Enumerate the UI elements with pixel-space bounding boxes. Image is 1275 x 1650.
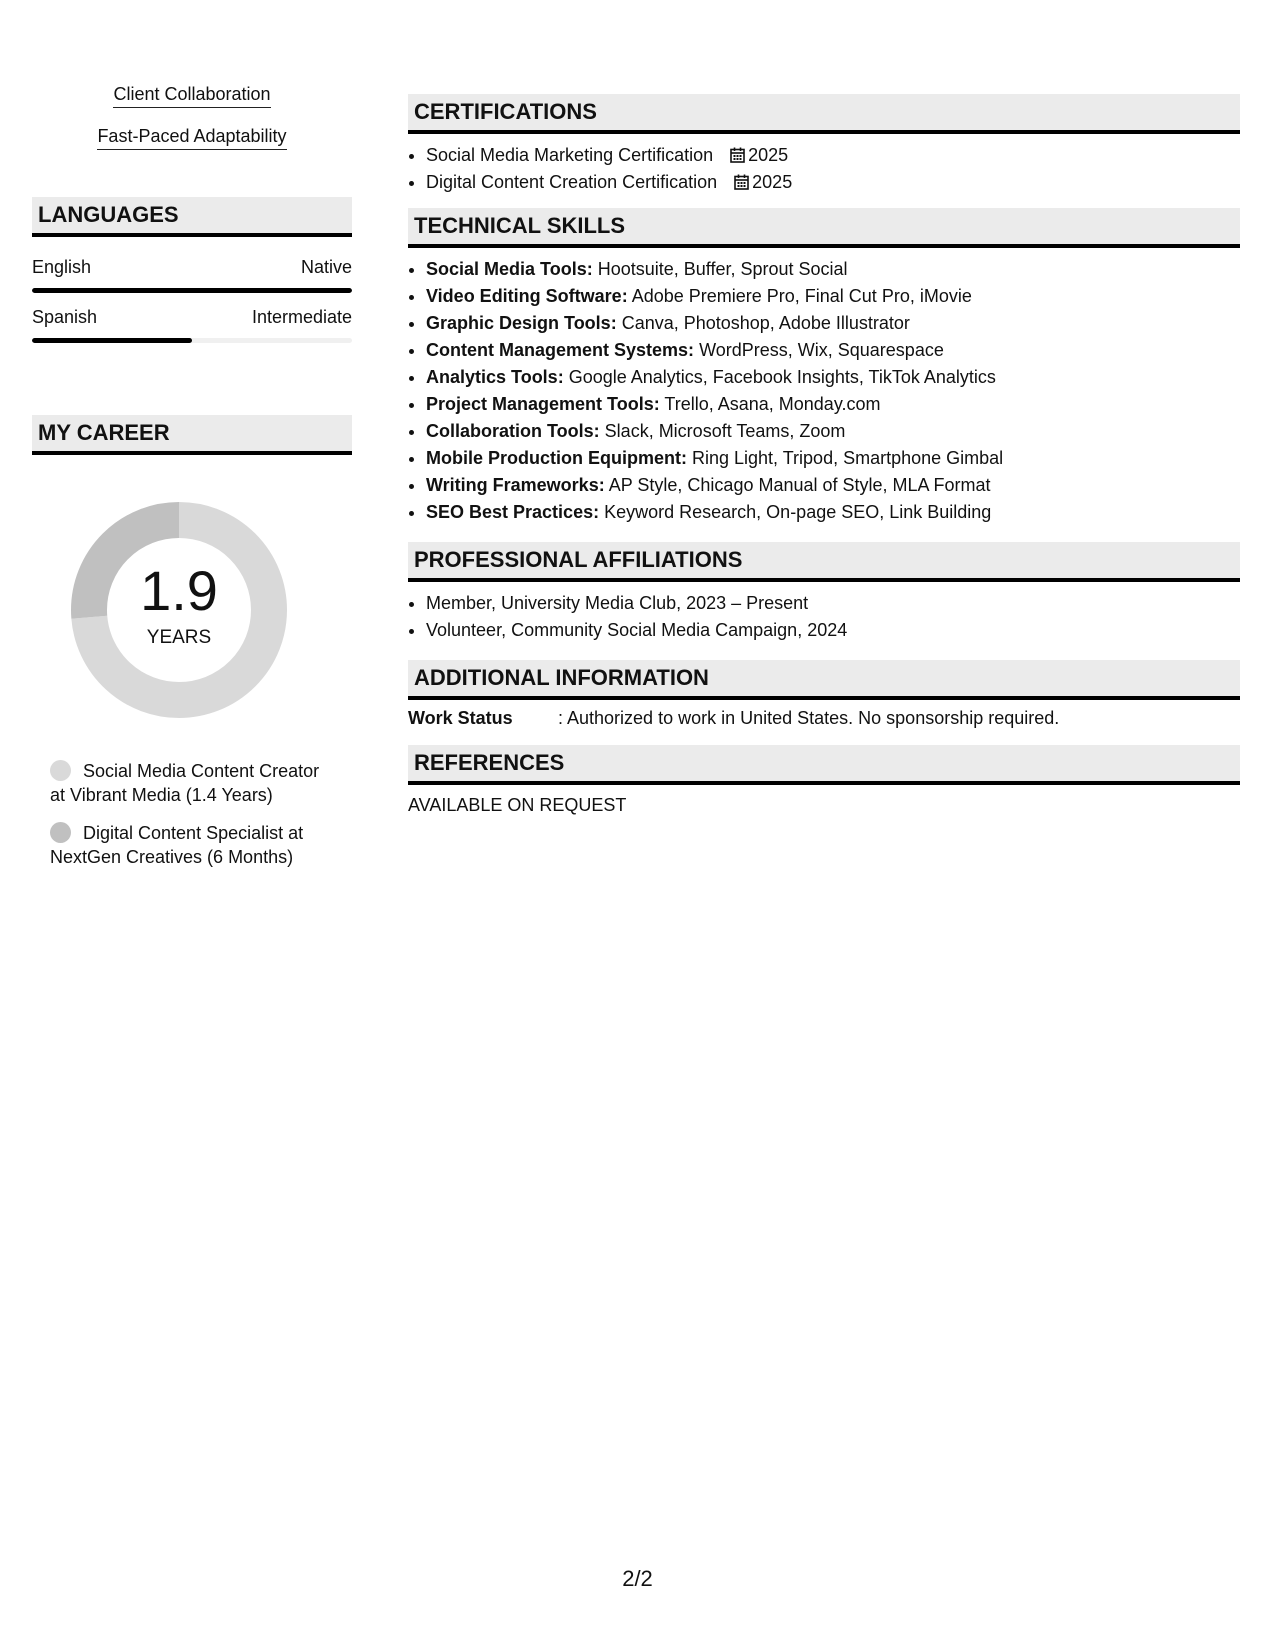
technical-skill-item: [426, 364, 1240, 391]
right-column: [408, 94, 1240, 816]
language-bar-track: [32, 288, 352, 293]
affiliations-list: [408, 590, 1240, 644]
career-donut-chart: [64, 495, 294, 725]
technical-skills-list: [408, 256, 1240, 526]
languages-heading: LANGUAGES: [32, 197, 352, 237]
technical-skill-item: [426, 499, 1240, 526]
career-heading: MY CAREER: [32, 415, 352, 455]
technical-skill-item: [426, 283, 1240, 310]
certifications-heading: CERTIFICATIONS: [408, 94, 1240, 134]
affiliation-item: • Volunteer, Community Social Media Campaign, 2024: [426, 617, 1240, 644]
career-legend-item: [50, 759, 320, 807]
technical-skill-label: Graphic Design Tools:: [426, 313, 617, 333]
technical-skill-value: Hootsuite, Buffer, Sprout Social: [597, 259, 848, 279]
career-total-value: 1.9: [140, 559, 218, 622]
page-number: 2/2: [622, 1566, 653, 1591]
work-status-value: : Authorized to work in United States. No sponsorship required.: [558, 708, 1060, 728]
technical-skill-label: Project Management Tools:: [426, 394, 660, 414]
language-name: English: [32, 257, 92, 277]
technical-skill-value: Keyword Research, On-page SEO, Link Building: [604, 502, 992, 522]
technical-skill-value: Canva, Photoshop, Adobe Illustrator: [621, 313, 910, 333]
certifications-list: [408, 142, 1240, 196]
skill-tag-row: [32, 126, 352, 168]
technical-skill-label: Writing Frameworks:: [426, 475, 605, 495]
career-total-unit: YEARS: [146, 627, 212, 648]
language-bar-track: [32, 338, 352, 343]
technical-skill-item: [426, 418, 1240, 445]
certification-name: Social Media Marketing Certification: [426, 145, 714, 165]
affiliation-item: • Member, University Media Club, 2023 – Present: [426, 590, 1240, 617]
certification-date: 2025: [748, 145, 789, 165]
additional-info-heading: ADDITIONAL INFORMATION: [408, 660, 1240, 700]
technical-skill-item: [426, 445, 1240, 472]
career-legend-label: Digital Content Specialist at NextGen Creatives (6 Months): [50, 823, 304, 867]
skill-tag: Fast-Paced Adaptability: [97, 126, 286, 150]
technical-skill-value: Adobe Premiere Pro, Final Cut Pro, iMovie: [631, 286, 972, 306]
technical-skill-value: WordPress, Wix, Squarespace: [699, 340, 944, 360]
technical-skill-item: [426, 472, 1240, 499]
technical-skill-value: Trello, Asana, Monday.com: [664, 394, 881, 414]
language-name: Spanish: [32, 307, 98, 327]
skill-tag: Client Collaboration: [113, 84, 270, 108]
references-heading: REFERENCES: [408, 745, 1240, 785]
technical-skill-label: Video Editing Software:: [426, 286, 628, 306]
career-legend-label: Social Media Content Creator at Vibrant Media (1.4 Years): [50, 761, 320, 805]
calendar-icon: [730, 147, 745, 163]
technical-skill-label: SEO Best Practices:: [426, 502, 600, 522]
technical-skill-label: Collaboration Tools:: [426, 421, 600, 441]
certification-item: [426, 169, 1240, 196]
work-status-label: Work Status: [408, 708, 513, 728]
legend-dot-icon: [50, 822, 71, 843]
technical-skill-value: Google Analytics, Facebook Insights, TikTok Analytics: [568, 367, 996, 387]
affiliations-heading: PROFESSIONAL AFFILIATIONS: [408, 542, 1240, 582]
calendar-icon: [734, 174, 749, 190]
technical-skill-label: Social Media Tools:: [426, 259, 593, 279]
technical-skill-value: Ring Light, Tripod, Smartphone Gimbal: [692, 448, 1004, 468]
language-bar-fill: [32, 288, 352, 293]
certification-name: Digital Content Creation Certification: [426, 172, 718, 192]
career-legend-item: [50, 821, 320, 869]
technical-skill-item: [426, 337, 1240, 364]
language-bar-fill: [32, 338, 192, 343]
technical-skill-label: Mobile Production Equipment:: [426, 448, 687, 468]
work-status-row: [408, 708, 1240, 729]
legend-dot-icon: [50, 760, 71, 781]
language-level: Native: [300, 257, 352, 277]
left-column: [32, 84, 352, 883]
language-item: [32, 257, 352, 293]
technical-skill-label: Analytics Tools:: [426, 367, 564, 387]
technical-skill-value: AP Style, Chicago Manual of Style, MLA Format: [608, 475, 991, 495]
certification-date: 2025: [752, 172, 793, 192]
technical-skill-item: [426, 256, 1240, 283]
technical-skill-item: [426, 310, 1240, 337]
skill-tag-row: [32, 84, 352, 126]
language-level: Intermediate: [251, 307, 352, 327]
technical-skill-item: [426, 391, 1240, 418]
technical-skill-label: Content Management Systems:: [426, 340, 695, 360]
career-legend: [32, 759, 352, 869]
language-item: [32, 307, 352, 343]
references-text: AVAILABLE ON REQUEST: [408, 795, 627, 815]
technical-skill-value: Slack, Microsoft Teams, Zoom: [604, 421, 846, 441]
certification-item: [426, 142, 1240, 169]
technical-skills-heading: TECHNICAL SKILLS: [408, 208, 1240, 248]
